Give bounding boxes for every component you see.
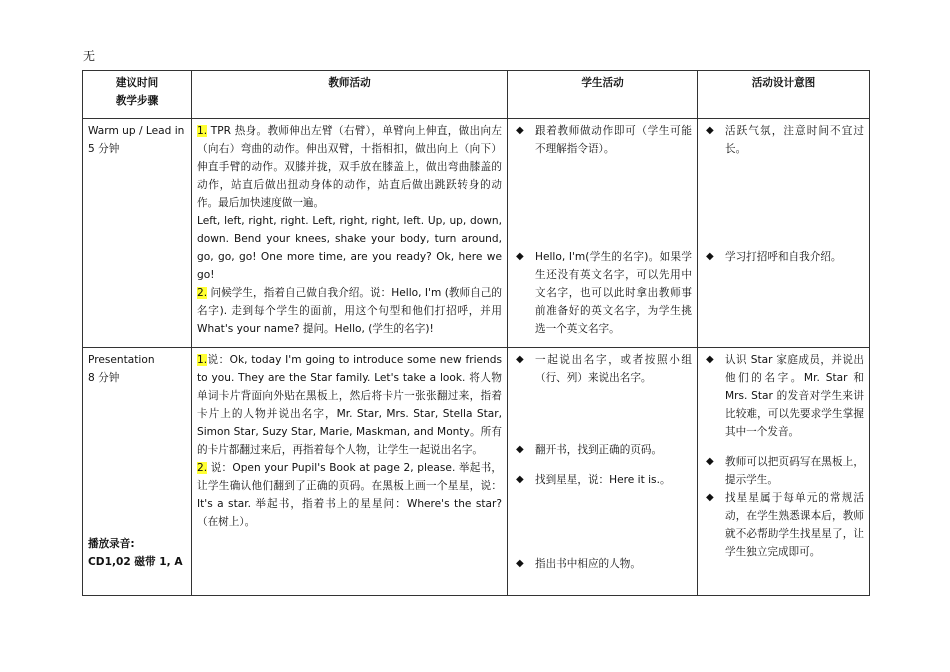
teacher-activity-presentation <box>192 348 508 596</box>
item-number: 2. <box>197 287 208 299</box>
table-row-presentation <box>83 348 870 596</box>
step-name: Warm up / Lead in <box>88 125 185 137</box>
diamond-bullet-icon: ◆ <box>516 444 524 455</box>
header-time-step <box>83 71 192 119</box>
recording-track: CD1,02 磁带 1, A <box>88 556 183 568</box>
list-item: ◆ 认识 Star 家庭成员，并说出他们的名字。Mr. Star 和 Mrs. Star 的发音对学生来讲比较难，可以先要求学生掌握其中一个发音。 <box>703 351 864 441</box>
header-student-activity: 学生活动 <box>508 71 698 119</box>
recording-note <box>88 535 183 571</box>
list-item: ◆ 找星星属于每单元的常规活动，在学生熟悉课本后，教师就不必帮助学生找星星了，让学生独立完成即可。 <box>703 489 864 561</box>
header-suggested-time: 建议时间 <box>115 77 159 89</box>
teacher-activity-warmup <box>192 119 508 348</box>
student-activity-warmup <box>508 119 698 348</box>
lesson-plan-table <box>82 70 870 596</box>
diamond-bullet-icon: ◆ <box>516 474 524 485</box>
design-intent-warmup <box>698 119 870 348</box>
diamond-bullet-icon: ◆ <box>706 354 714 365</box>
item-number: 1. <box>197 125 208 137</box>
diamond-bullet-icon: ◆ <box>516 251 524 262</box>
step-cell-presentation <box>83 348 192 596</box>
item-number: 1. <box>197 354 208 366</box>
diamond-bullet-icon: ◆ <box>516 354 524 365</box>
table-row-warmup <box>83 119 870 348</box>
diamond-bullet-icon: ◆ <box>706 125 714 136</box>
table-header-row <box>83 71 870 119</box>
header-teaching-step: 教学步骤 <box>115 95 159 107</box>
step-time: 8 分钟 <box>88 372 120 384</box>
list-item: ◆ 跟着教师做动作即可（学生可能不理解指令语）。 <box>513 122 692 158</box>
step-time: 5 分钟 <box>88 143 120 155</box>
note-text: 无 <box>83 49 96 63</box>
diamond-bullet-icon: ◆ <box>706 492 714 503</box>
item-number: 2. <box>197 462 208 474</box>
design-intent-presentation <box>698 348 870 596</box>
list-item: ◆ 翻开书，找到正确的页码。 <box>513 441 692 459</box>
diamond-bullet-icon: ◆ <box>516 558 524 569</box>
diamond-bullet-icon: ◆ <box>706 251 714 262</box>
teacher-english-chant: Left, left, right, right. Left, right, right, left. Up, up, down, down. Bend your knees, shake your body, turn around, go, go, go! One more time, are you ready? Ok, here we go! <box>197 215 502 281</box>
list-item: ◆ Hello, I'm(学生的名字)。如果学生还没有英文名字，可以先用中文名字，也可以此时拿出教师事前准备好的英文名字，为学生挑选一个英文名字。 <box>513 248 692 338</box>
list-item: ◆ 一起说出名字，或者按照小组（行、列）来说出名字。 <box>513 351 692 387</box>
list-item: ◆ 活跃气氛，注意时间不宜过长。 <box>703 122 864 158</box>
step-name: Presentation <box>88 354 155 366</box>
diamond-bullet-icon: ◆ <box>706 456 714 467</box>
list-item: ◆ 学习打招呼和自我介绍。 <box>703 248 864 266</box>
teacher-text: 说：Ok, today I'm going to introduce some new friends to you. They are the Star family. Let's take a look. 将人物单词卡片背面向外贴在黑板上，然后将卡片一张张翻过来，指着卡片上的人物并说出名字，Mr. Star, Mrs. Star, Stella Star, Simon Star, Suzy Star, Marie, Maskman, and Monty。所有的卡片都翻过来后，再指着每个人物，让学生一起说出名字。 <box>197 354 502 456</box>
teacher-text: 说：Open your Pupil's Book at page 2, please. 举起书，让学生确认他们翻到了正确的页码。在黑板上画一个星星，说：It's a star. 举起书，指着书上的星星问：Where's the star?（在树上）。 <box>197 462 502 528</box>
student-activity-presentation <box>508 348 698 596</box>
recording-label: 播放录音: <box>88 538 135 550</box>
teacher-text: 问候学生，指着自己做自我介绍。说：Hello, I'm (教师自己的名字). 走到每个学生的面前，用这个句型和他们打招呼，并用 What's your name? 提问。Hello, (学生的名字)! <box>197 287 502 335</box>
teacher-text: TPR 热身。教师伸出左臂（右臂），单臂向上伸直，做出向左（向右）弯曲的动作。伸出双臂，十指相扣，做出向上（向下）伸直手臂的动作。双膝并拢，双手放在膝盖上，做出弯曲膝盖的动作，站直后做出扭动身体的动作，站直后做出跳跃转身的动作。最后加快速度做一遍。 <box>197 125 502 209</box>
header-design-intent: 活动设计意图 <box>698 71 870 119</box>
list-item: ◆ 教师可以把页码写在黑板上，提示学生。 <box>703 453 864 489</box>
list-item: ◆ 指出书中相应的人物。 <box>513 555 692 573</box>
header-teacher-activity: 教师活动 <box>192 71 508 119</box>
list-item: ◆ 找到星星，说：Here it is.。 <box>513 471 692 489</box>
step-cell-warmup <box>83 119 192 348</box>
diamond-bullet-icon: ◆ <box>516 125 524 136</box>
